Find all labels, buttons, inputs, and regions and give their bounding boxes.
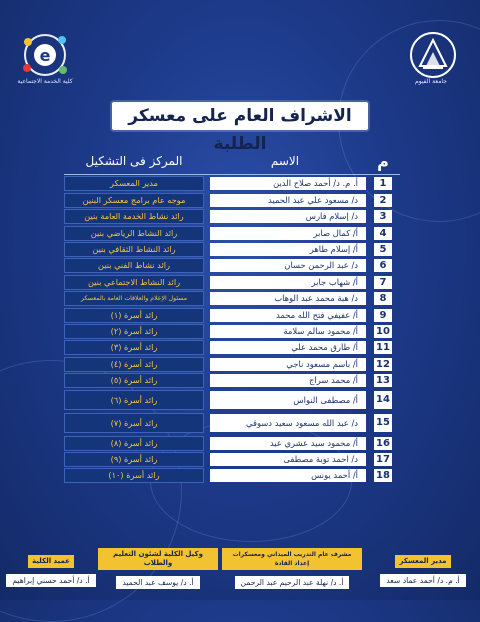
row-number-cell xyxy=(366,437,400,450)
row-role: رائد النشاط الثقافي بنين xyxy=(64,242,204,257)
row-number: 1 xyxy=(374,177,392,190)
row-role: رائد أسرة (٨) xyxy=(64,436,204,451)
row-role: موجه عام برامج معسكر البنين xyxy=(64,193,204,208)
row-name: أ/ كمال صابر xyxy=(210,227,366,240)
row-name: د/ احمد توبة مصطفى xyxy=(210,453,366,466)
row-number: 5 xyxy=(374,243,392,256)
row-name-cell xyxy=(204,259,366,272)
row-number: 13 xyxy=(374,374,392,387)
row-role-cell xyxy=(64,193,204,208)
signature-title: مشرف عام التدريب الميداني ومعسكرات إعداد القادة xyxy=(222,548,362,570)
row-role-cell xyxy=(64,452,204,467)
signature-name: أ. د/ نهلة عبد الرحيم عبد الرحمن xyxy=(235,576,350,589)
signature-name: أ. د/ أحمد حسني إبراهيم xyxy=(6,574,95,587)
row-name-cell xyxy=(204,227,366,240)
row-role: رائد أسرة (٧) xyxy=(64,413,204,433)
table-row xyxy=(64,177,400,192)
row-number: 17 xyxy=(374,453,392,466)
row-name: د/ هبة محمد عبد الوهاب xyxy=(210,292,366,305)
row-role-cell xyxy=(64,275,204,290)
page-title: الاشراف العام على معسكر الطلبة xyxy=(112,102,368,130)
table-body xyxy=(64,177,400,484)
row-number: 2 xyxy=(374,194,392,207)
row-role: مدير المعسكر xyxy=(64,176,204,191)
row-name-cell xyxy=(204,309,366,322)
row-role-cell xyxy=(64,373,204,388)
row-name-cell xyxy=(204,453,366,466)
row-number: 12 xyxy=(374,358,392,371)
row-name: د/ عبد الرحمن حسان xyxy=(210,259,366,272)
row-name: د/ إسلام فارس xyxy=(210,210,366,223)
table-row xyxy=(64,291,400,306)
row-number: 8 xyxy=(374,292,392,305)
table-row xyxy=(64,275,400,290)
row-name-cell xyxy=(204,374,366,387)
row-number: 14 xyxy=(374,391,392,409)
row-name: أ/ أحمد يونس xyxy=(210,469,366,482)
row-role: مسئول الإعلام والعلاقات العامة بالمعسكر xyxy=(64,291,204,306)
row-role-cell xyxy=(64,258,204,273)
row-role-cell xyxy=(64,226,204,241)
table-row xyxy=(64,209,400,224)
staff-table xyxy=(64,148,400,483)
row-name: أ/ شهاب جابر xyxy=(210,276,366,289)
row-number-cell xyxy=(366,391,400,409)
row-role-cell xyxy=(64,209,204,224)
row-role: رائد أسرة (٣) xyxy=(64,340,204,355)
row-number: 16 xyxy=(374,437,392,450)
row-role-cell xyxy=(64,390,204,410)
row-number-cell xyxy=(366,358,400,371)
row-number: 7 xyxy=(374,276,392,289)
row-name-cell xyxy=(204,292,366,305)
row-role: رائد النشاط الرياضي بنين xyxy=(64,226,204,241)
signature-name: أ. م. د/ أحمد عماد سعد xyxy=(380,574,465,587)
table-row xyxy=(64,226,400,241)
table-row xyxy=(64,308,400,323)
signature-camp-director xyxy=(378,548,468,587)
row-number: 3 xyxy=(374,210,392,223)
row-number-cell xyxy=(366,276,400,289)
table-row xyxy=(64,340,400,355)
row-number: 18 xyxy=(374,469,392,482)
row-name-cell xyxy=(204,194,366,207)
row-role-cell xyxy=(64,357,204,372)
svg-text:e: e xyxy=(39,46,51,65)
signature-vice-dean xyxy=(98,548,218,589)
signature-dean xyxy=(6,548,96,587)
row-role: رائد أسرة (٢) xyxy=(64,324,204,339)
signatures-footer xyxy=(0,548,480,594)
row-number-cell xyxy=(366,259,400,272)
row-role: رائد نشاط الفني بنين xyxy=(64,258,204,273)
row-role-cell xyxy=(64,340,204,355)
row-name: أ/ محمود سالم سلامة xyxy=(210,325,366,338)
signature-field-training-supervisor xyxy=(222,548,362,589)
header-role: المركز فى التشكيل xyxy=(85,154,183,168)
row-name: د/ مسعود علي عبد الحميد xyxy=(210,194,366,207)
row-number-cell xyxy=(366,194,400,207)
signature-title: عميد الكلية xyxy=(28,555,74,568)
row-role-cell xyxy=(64,242,204,257)
row-name: د/ عبد الله مسعود سعيد دسوقي xyxy=(210,414,366,432)
row-role: رائد النشاط الاجتماعي بنين xyxy=(64,275,204,290)
table-row xyxy=(64,324,400,339)
row-name-cell xyxy=(204,276,366,289)
row-number-cell xyxy=(366,243,400,256)
row-number: 10 xyxy=(374,325,392,338)
university-logo-icon xyxy=(406,28,460,82)
row-name-cell xyxy=(204,325,366,338)
row-name: أ/ باسم مسعود ناجي xyxy=(210,358,366,371)
table-row xyxy=(64,468,400,483)
table-row xyxy=(64,242,400,257)
row-number-cell xyxy=(366,325,400,338)
row-number: 9 xyxy=(374,309,392,322)
row-name: أ. م. د/ أحمد صلاح الدين xyxy=(210,177,366,190)
row-name: أ/ عفيفي فتح الله محمد xyxy=(210,309,366,322)
row-number-cell xyxy=(366,414,400,432)
row-role: رائد أسرة (١) xyxy=(64,308,204,323)
table-row xyxy=(64,452,400,467)
table-header xyxy=(64,148,400,175)
row-role: رائد أسرة (٩) xyxy=(64,452,204,467)
row-number: 11 xyxy=(374,341,392,354)
row-number-cell xyxy=(366,210,400,223)
row-name-cell xyxy=(204,469,366,482)
table-row xyxy=(64,258,400,273)
row-role-cell xyxy=(64,468,204,483)
row-number: 4 xyxy=(374,227,392,240)
row-name: أ/ طارق محمد علي xyxy=(210,341,366,354)
row-number-cell xyxy=(366,341,400,354)
signature-name: أ. د/ يوسف عبد الحميد xyxy=(116,576,199,589)
row-role-cell xyxy=(64,308,204,323)
row-number-cell xyxy=(366,453,400,466)
header-num: م xyxy=(377,151,389,171)
row-name-cell xyxy=(204,414,366,432)
table-row xyxy=(64,413,400,435)
table-row xyxy=(64,193,400,208)
row-role: رائد أسرة (٥) xyxy=(64,373,204,388)
row-number-cell xyxy=(366,227,400,240)
row-number-cell xyxy=(366,177,400,190)
row-role-cell xyxy=(64,176,204,191)
row-name-cell xyxy=(204,391,366,409)
university-logo-caption: جامعة الفيوم xyxy=(415,78,447,85)
row-role: رائد أسرة (٤) xyxy=(64,357,204,372)
signature-title: وكيل الكلية لشئون التعليم والطلاب xyxy=(98,548,218,570)
table-row xyxy=(64,390,400,412)
signature-title: مدير المعسكر xyxy=(395,555,450,568)
faculty-logo-icon xyxy=(18,28,72,82)
row-name: أ/ مصطفى النواس xyxy=(210,391,366,409)
header-name: الاسم xyxy=(270,154,300,168)
row-name: أ/ محمد سراج xyxy=(210,374,366,387)
row-role-cell xyxy=(64,413,204,433)
row-name-cell xyxy=(204,358,366,371)
table-row xyxy=(64,436,400,451)
row-name-cell xyxy=(204,177,366,190)
row-name-cell xyxy=(204,341,366,354)
table-row xyxy=(64,373,400,388)
row-name: أ/ إسلام طاهر xyxy=(210,243,366,256)
row-role-cell xyxy=(64,324,204,339)
row-number: 6 xyxy=(374,259,392,272)
row-number-cell xyxy=(366,374,400,387)
row-number-cell xyxy=(366,309,400,322)
row-role: رائد نشاط الخدمة العامة بنين xyxy=(64,209,204,224)
row-role-cell xyxy=(64,436,204,451)
faculty-logo-caption: كلية الخدمة الاجتماعية xyxy=(17,78,73,85)
row-role: رائد أسرة (١٠) xyxy=(64,468,204,483)
row-name-cell xyxy=(204,243,366,256)
table-row xyxy=(64,357,400,372)
row-number-cell xyxy=(366,469,400,482)
row-number-cell xyxy=(366,292,400,305)
row-number: 15 xyxy=(374,414,392,432)
row-role: رائد أسرة (٦) xyxy=(64,390,204,410)
row-name: أ/ محمود سيد عشري عيد xyxy=(210,437,366,450)
row-name-cell xyxy=(204,437,366,450)
row-role-cell xyxy=(64,291,204,306)
row-name-cell xyxy=(204,210,366,223)
